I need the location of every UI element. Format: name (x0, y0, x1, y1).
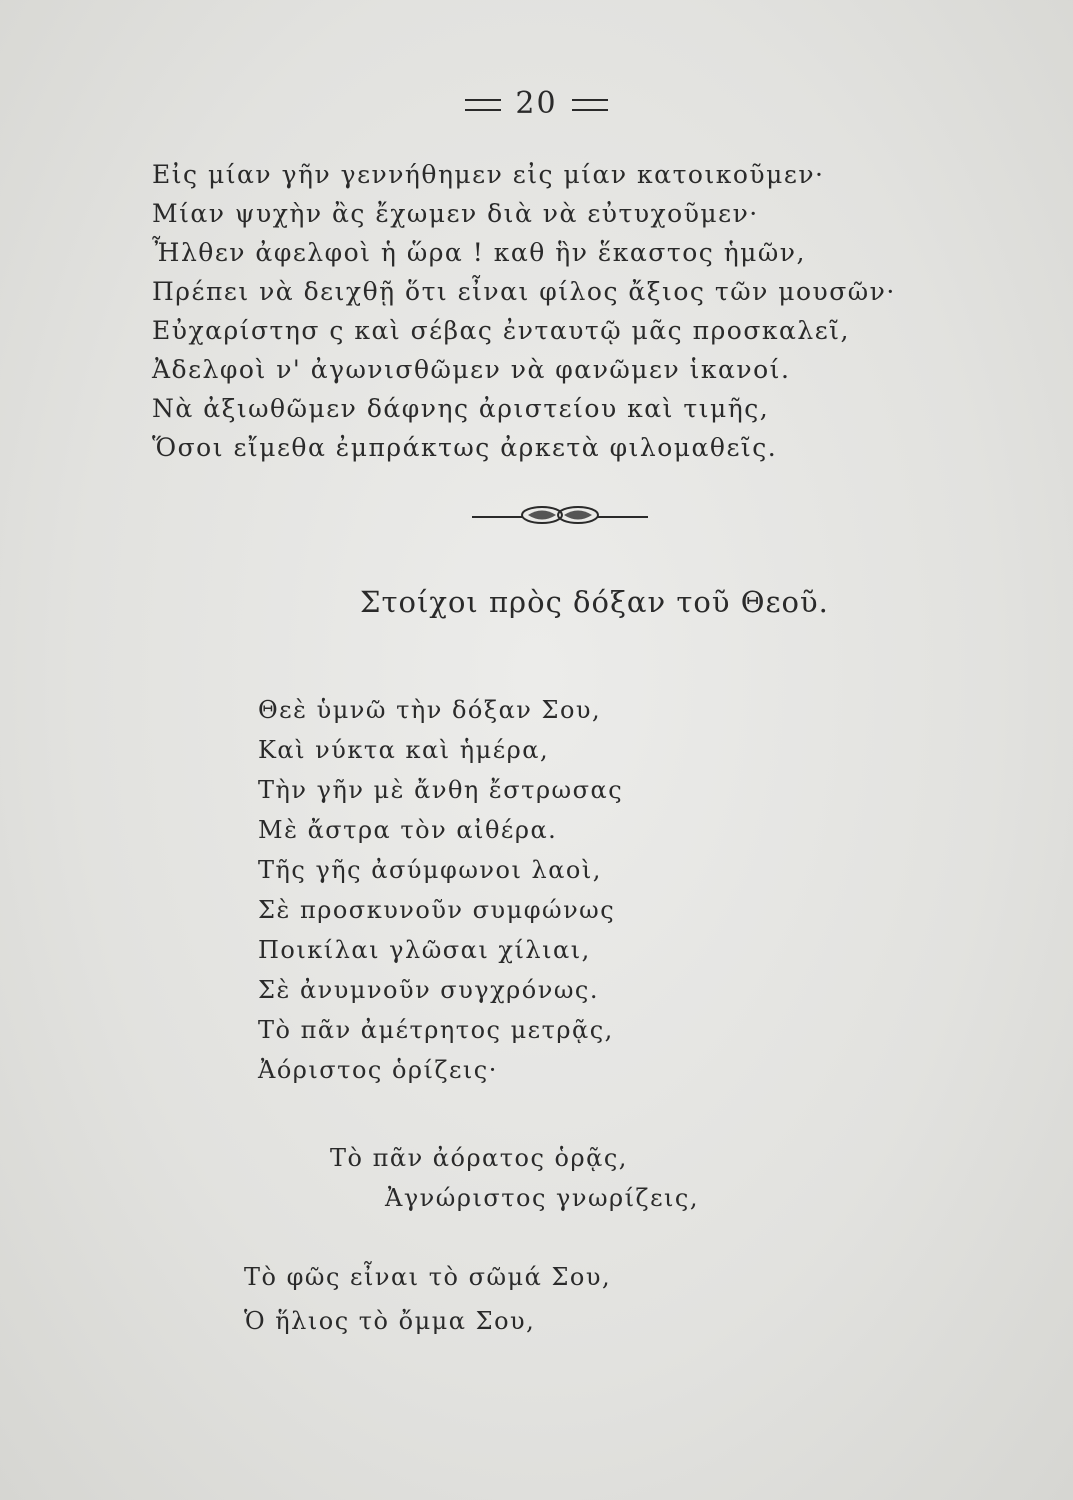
verse-line: Ποικίλαι γλῶσαι χίλιαι, (258, 936, 591, 964)
verse-line: Σὲ προσκυνοῦν συμφώνως (258, 896, 616, 924)
verse-line: Πρέπει νὰ δειχθῇ ὅτι εἶναι φίλος ἄξιος τῶν μουσῶν· (152, 277, 896, 306)
verse-line: Ἀγνώριστος γνωρίζεις, (385, 1184, 699, 1212)
stanza-1 (152, 155, 932, 467)
verse-line: Σὲ ἀνυμνοῦν συγχρόνως. (258, 976, 599, 1004)
stanza-3 (330, 1138, 699, 1218)
poem-title: Στοίχοι πρὸς δόξαν τοῦ Θεοῦ. (360, 585, 829, 619)
verse-line: Εἰς μίαν γῆν γεννήθημεν εἰς μίαν κατοικοῦμεν· (152, 160, 825, 189)
verse-line: Θεὲ ὑμνῶ τὴν δόξαν Σου, (258, 696, 602, 724)
verse-line: Ὁ ἥλιος τὸ ὄμμα Σου, (244, 1307, 536, 1335)
verse-line: Τὸ φῶς εἶναι τὸ σῶμά Σου, (244, 1263, 612, 1291)
page-number-text: 20 (515, 86, 558, 121)
verse-line: Τὸ πᾶν ἀόρατος ὁρᾷς, (330, 1144, 628, 1172)
page-number (0, 86, 1073, 121)
verse-line: Εὐχαρίστησ ς καὶ σέβας ἐνταυτῷ μᾶς προσκαλεῖ, (152, 316, 850, 345)
verse-line: Μίαν ψυχὴν ἂς ἔχωμεν διὰ νὰ εὐτυχοῦμεν· (152, 199, 759, 228)
ornament-divider (470, 500, 650, 530)
verse-line: Τὸ πᾶν ἀμέτρητος μετρᾷς, (258, 1016, 614, 1044)
stanza-2 (258, 690, 623, 1090)
verse-line: Ἦλθεν ἀφελφοὶ ἡ ὥρα ! καθ ἣν ἕκαστος ἡμῶν, (152, 238, 806, 267)
verse-line: Ἀόριστος ὁρίζεις· (258, 1056, 498, 1084)
verse-line: Τὴν γῆν μὲ ἄνθη ἔστρωσας (258, 776, 624, 804)
page-number-right-rule (572, 99, 608, 111)
verse-line: Καὶ νύκτα καὶ ἡμέρα, (258, 736, 550, 764)
verse-line: Ἀδελφοὶ ν' ἀγωνισθῶμεν νὰ φανῶμεν ἱκανοί. (152, 355, 791, 384)
verse-line: Τῆς γῆς ἀσύμφωνοι λαοὶ, (258, 856, 602, 884)
stanza-4 (244, 1255, 611, 1343)
verse-line: Μὲ ἄστρα τὸν αἰθέρα. (258, 816, 558, 844)
page-number-left-rule (465, 99, 501, 111)
verse-line: Νὰ ἀξιωθῶμεν δάφνης ἀριστείου καὶ τιμῆς, (152, 394, 770, 423)
verse-line: Ὅσοι εἴμεθα ἐμπράκτως ἀρκετὰ φιλομαθεῖς. (152, 433, 778, 462)
